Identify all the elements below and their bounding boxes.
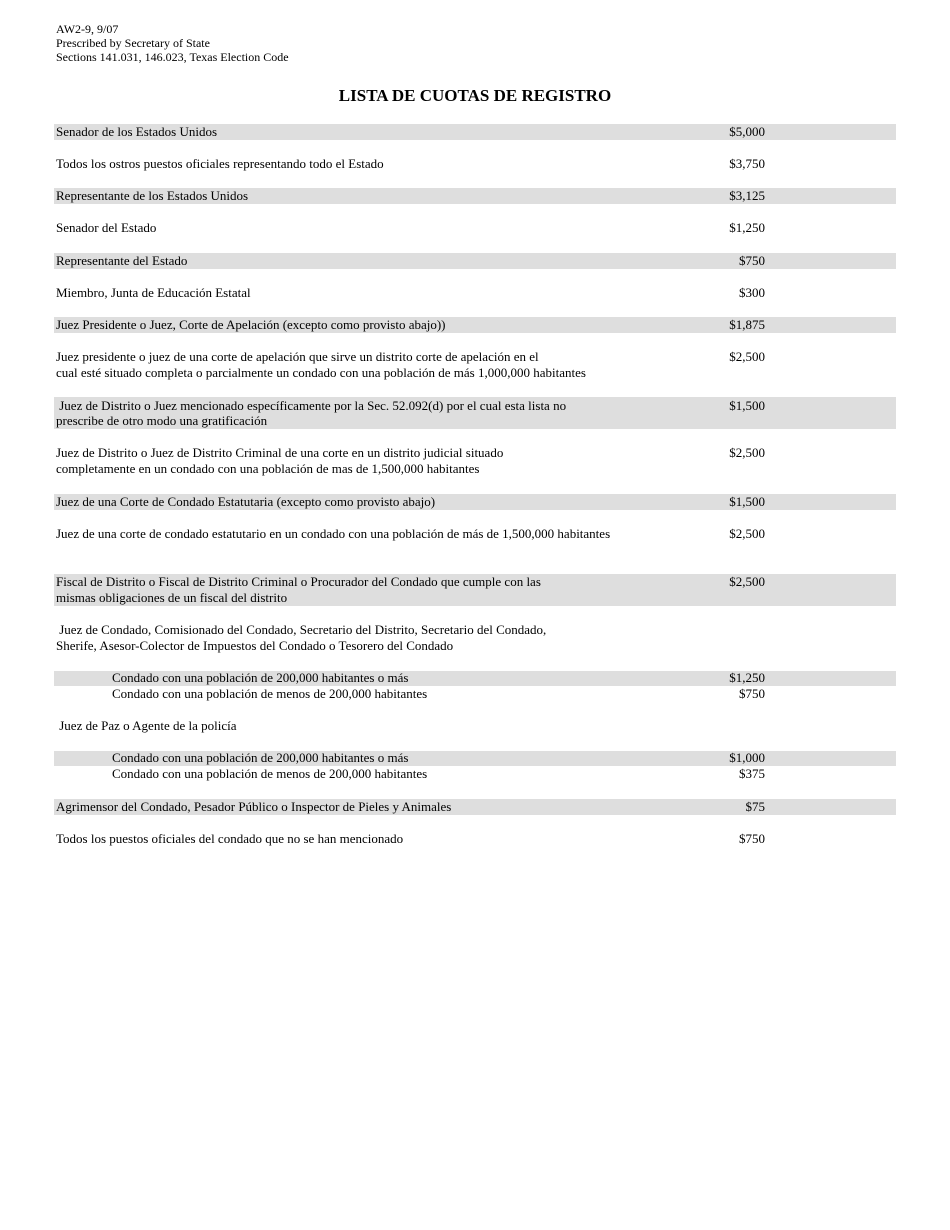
fee-row-label-line-1: Juez presidente o juez de una corte de apelación que sirve un distrito corte de apelación en el <box>56 349 539 364</box>
fee-row-district-attorney <box>54 574 896 606</box>
fee-row-label: Condado con una población de menos de 200,000 habitantes <box>112 766 428 781</box>
fee-row-label: Representante de los Estados Unidos <box>56 188 249 203</box>
fee-row-county-small <box>54 686 896 702</box>
fee-amount: $375 <box>739 766 765 781</box>
fee-row-us-senator <box>54 124 896 140</box>
fee-amount: $1,000 <box>729 750 765 765</box>
fee-row-jp-county-large <box>54 751 896 766</box>
fee-row-jp-county-small <box>54 766 896 782</box>
fee-row-county-surveyor <box>54 799 896 815</box>
fee-row-label-line-2: cual esté situado completa o parcialmente un condado con una población de más 1,000,000 habitantes <box>56 365 586 380</box>
fee-amount: $1,250 <box>729 220 765 235</box>
fee-row-label: Todos los ostros puestos oficiales representando todo el Estado <box>56 156 384 171</box>
code-sections: Sections 141.031, 146.023, Texas Election Code <box>56 50 289 64</box>
fee-amount: $2,500 <box>729 526 765 541</box>
fee-row-label-line-1: Juez de Condado, Comisionado del Condado, Secretario del Distrito, Secretario del Condado, <box>56 622 547 637</box>
fee-row-us-representative <box>54 188 896 204</box>
fee-row-label: Condado con una población de 200,000 habitantes o más <box>112 670 409 685</box>
fee-row-label: Todos los puestos oficiales del condado que no se han mencionado <box>56 831 404 846</box>
form-header <box>56 22 289 64</box>
fee-amount: $1,250 <box>729 670 765 685</box>
fee-row-label-line-2: Sherife, Asesor-Colector de Impuestos del Condado o Tesorero del Condado <box>56 638 454 653</box>
page-title: LISTA DE CUOTAS DE REGISTRO <box>338 86 612 105</box>
fee-amount: $2,500 <box>729 445 765 460</box>
fee-row-label: Senador de los Estados Unidos <box>56 124 218 139</box>
fee-row-label-line-2: prescribe de otro modo una gratificación <box>56 413 268 428</box>
fee-row-statewide-offices <box>54 156 896 172</box>
fee-row-label-line-2: mismas obligaciones de un fiscal del distrito <box>56 590 288 605</box>
fee-row-justice-of-peace-heading <box>54 718 896 734</box>
fee-row-statutory-county-judge <box>54 494 896 510</box>
form-id: AW2-9, 9/07 <box>56 22 119 36</box>
fee-row-label: Juez de Paz o Agente de la policía <box>56 718 237 733</box>
fee-row-label: Juez Presidente o Juez, Corte de Apelación (excepto como provisto abajo)) <box>56 317 446 332</box>
fee-row-label: Condado con una población de menos de 200,000 habitantes <box>112 686 428 701</box>
fee-row-criminal-district-judge <box>54 445 896 477</box>
fee-row-appeals-judge-large-county <box>54 349 896 381</box>
fee-row-state-representative <box>54 253 896 269</box>
fee-row-label: Juez de una Corte de Condado Estatutaria (excepto como provisto abajo) <box>56 494 436 509</box>
fee-amount: $1,500 <box>729 494 765 509</box>
fee-amount: $1,875 <box>729 317 765 332</box>
fee-amount: $300 <box>739 285 765 300</box>
prescribed-by: Prescribed by Secretary of State <box>56 36 210 50</box>
fee-row-appeals-judge <box>54 317 896 333</box>
fee-amount: $750 <box>739 831 765 846</box>
fee-row-label-line-1: Juez de Distrito o Juez de Distrito Criminal de una corte en un distrito judicial situado <box>56 445 504 460</box>
fee-row-state-senator <box>54 220 896 236</box>
fee-amount: $2,500 <box>729 574 765 589</box>
fee-row-label: Representante del Estado <box>56 253 188 268</box>
fee-row-label-line-2: completamente en un condado con una población de mas de 1,500,000 habitantes <box>56 461 480 476</box>
fee-amount: $75 <box>745 799 765 814</box>
fee-row-label: Miembro, Junta de Educación Estatal <box>56 285 251 300</box>
fee-amount: $5,000 <box>729 124 765 139</box>
fee-row-label: Condado con una población de 200,000 habitantes o más <box>112 750 409 765</box>
fee-row-county-large <box>54 671 896 686</box>
fee-row-board-of-education <box>54 285 896 301</box>
fee-row-label: Juez de una corte de condado estatutario en un condado con una población de más de 1,500,000 habitantes <box>56 526 611 541</box>
fee-amount: $750 <box>739 686 765 701</box>
fee-row-statutory-county-judge-large <box>54 526 896 542</box>
fee-amount: $1,500 <box>729 398 765 413</box>
fee-amount: $3,750 <box>729 156 765 171</box>
fee-row-label: Senador del Estado <box>56 220 157 235</box>
fee-amount: $750 <box>739 253 765 268</box>
fee-row-label-line-1: Fiscal de Distrito o Fiscal de Distrito Criminal o Procurador del Condado que cumple con las <box>56 574 541 589</box>
fee-row-county-officers-heading <box>54 622 896 654</box>
fee-amount: $2,500 <box>729 349 765 364</box>
fee-row-other-county-offices <box>54 831 896 847</box>
fee-row-label-line-1: Juez de Distrito o Juez mencionado específicamente por la Sec. 52.092(d) por el cual esta lista no <box>56 398 567 413</box>
fee-row-district-judge <box>54 397 896 429</box>
fee-amount: $3,125 <box>729 188 765 203</box>
fee-row-label: Agrimensor del Condado, Pesador Público o Inspector de Pieles y Animales <box>56 799 452 814</box>
